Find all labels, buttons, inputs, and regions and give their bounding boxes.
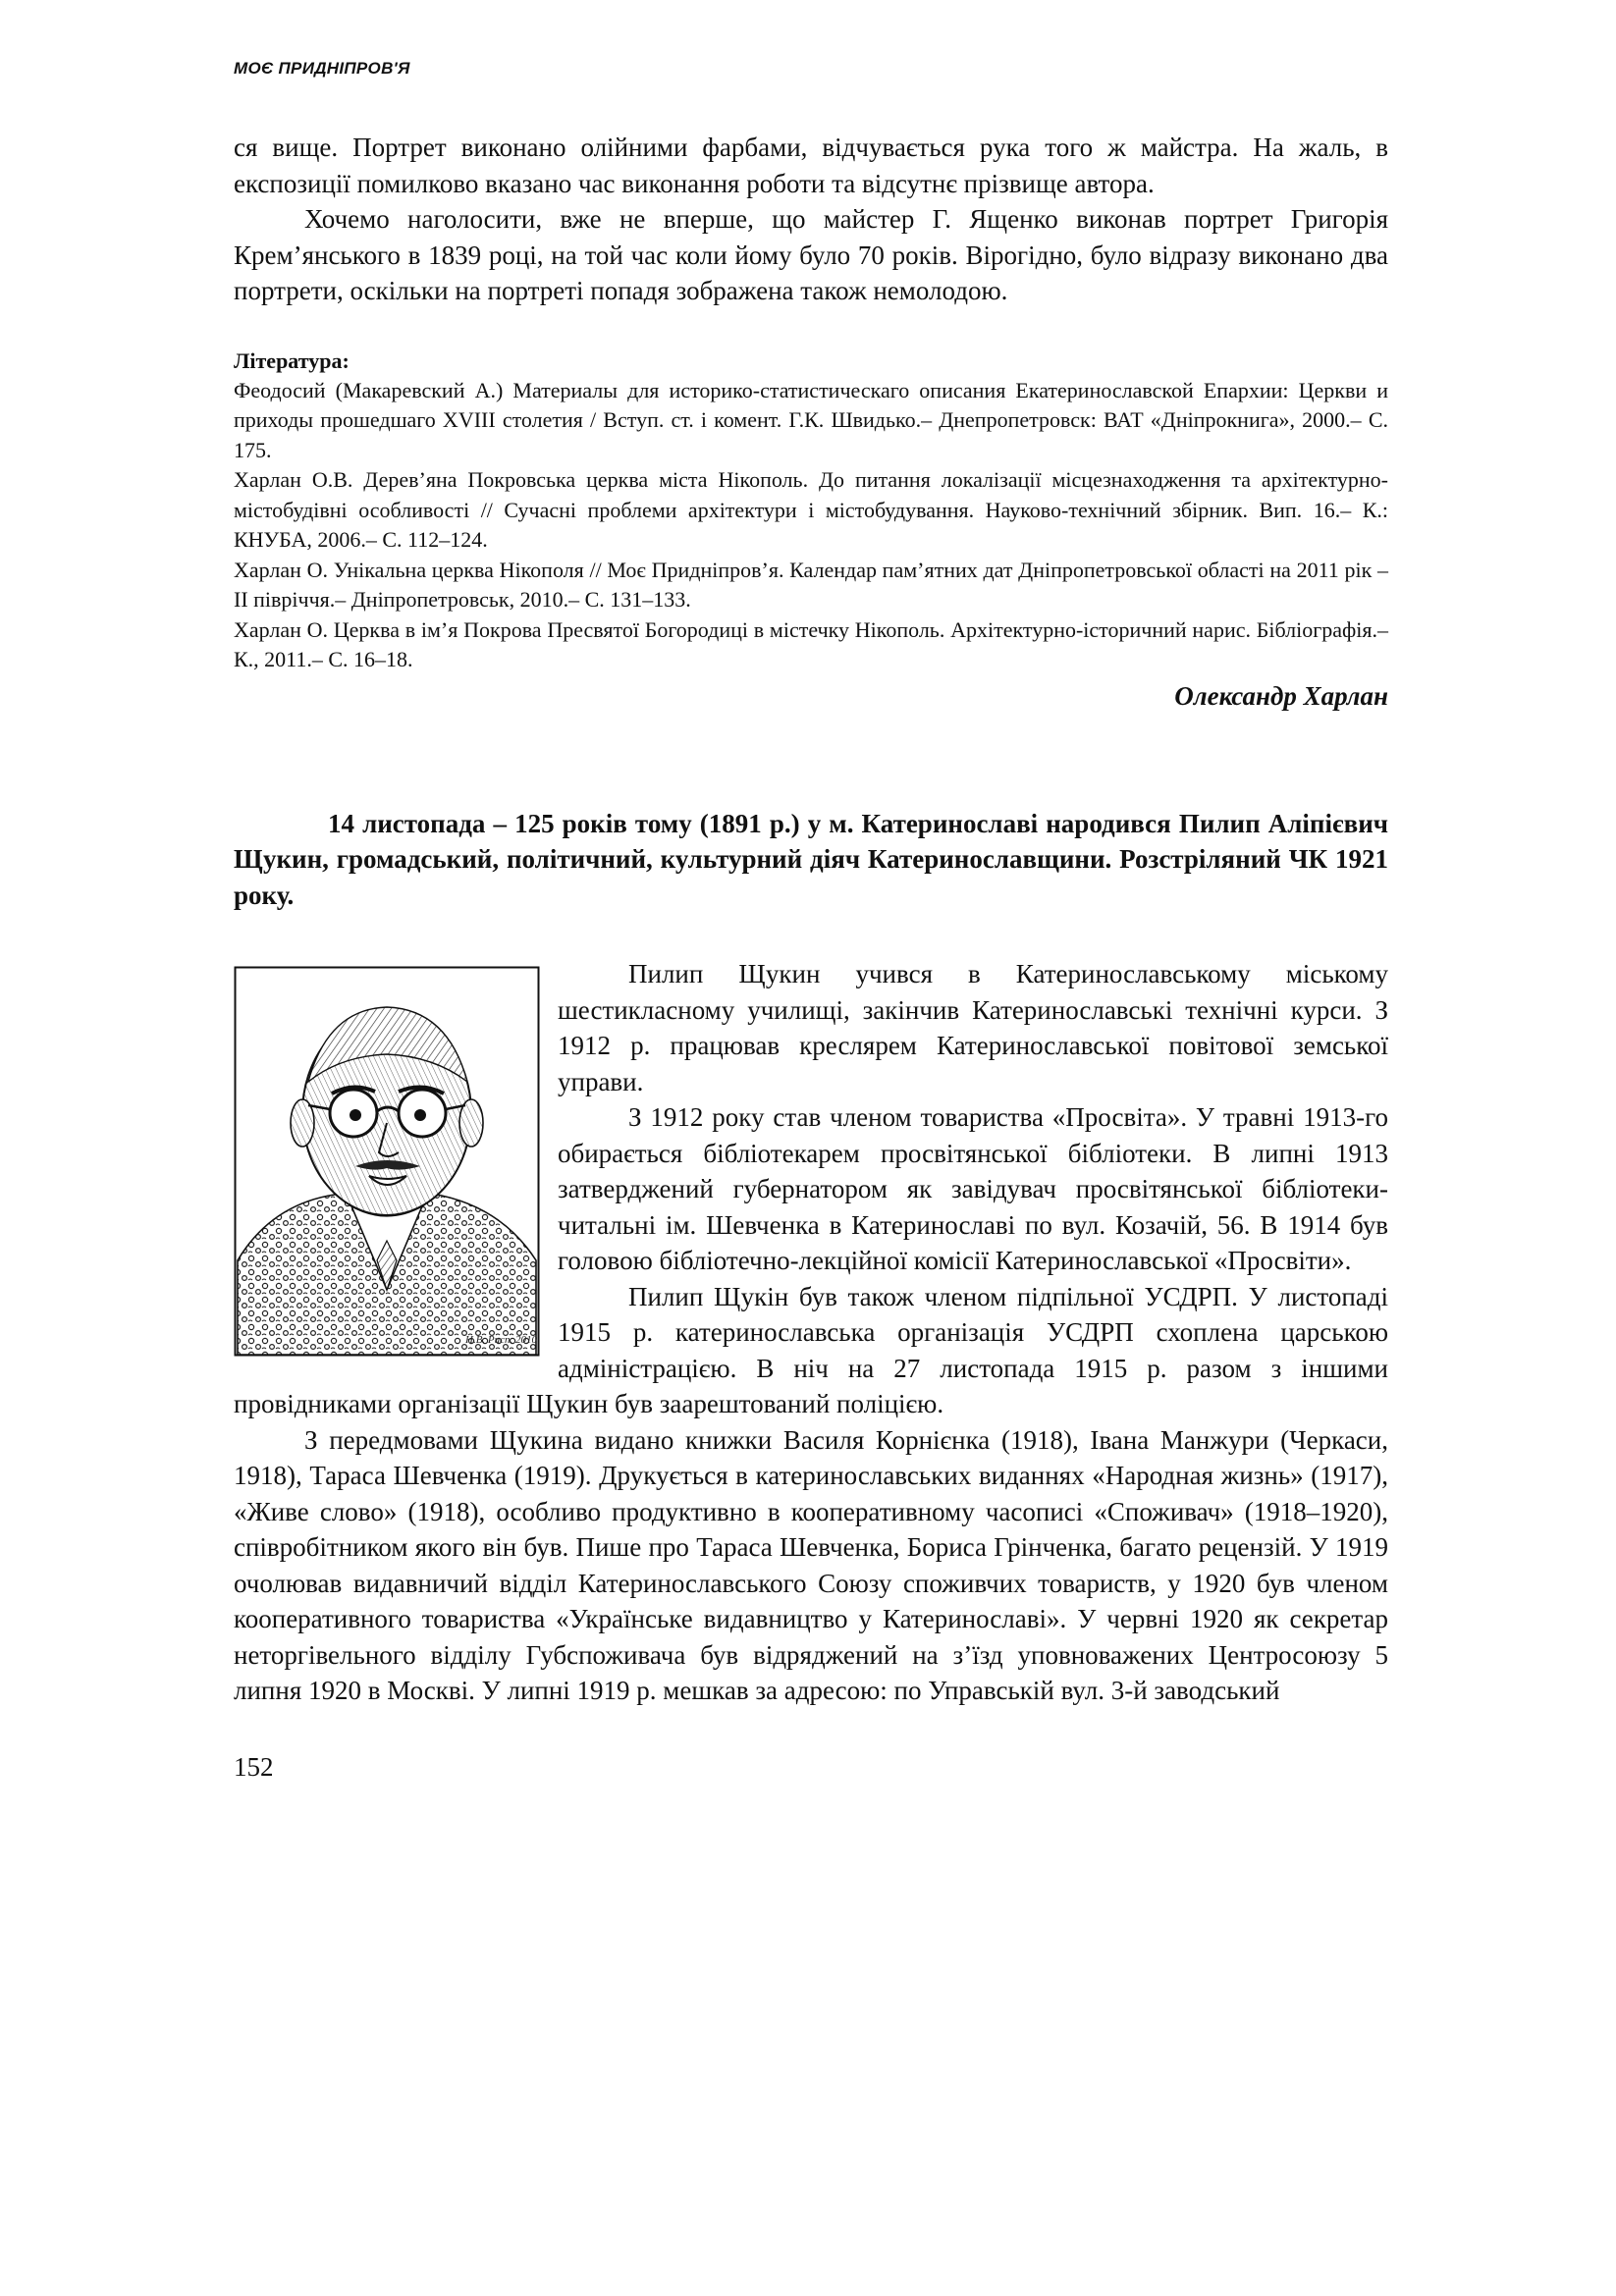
running-header: МОЄ ПРИДНІПРОВ'Я <box>234 59 410 78</box>
article-paragraph: З передмовами Щукина видано книжки Василя Корнієнка (1918), Івана Манжури (Черкаси, 1918), Тараса Шевченка (1919). Друкується в катеринославських виданнях «Народная жизнь» (1917), «Живе слово» (1918), особливо продуктивно в кооперативному часописі «Споживач» (1918–1920), співробітником якого він був. Пише про Тараса Шевченка, Бориса Грінченка, багато рецензій. У 1919 очолював видавничий відділ Катеринославського Союзу споживчих товариств, у 1920 був членом кооперативного товариства «Українське видавництво у Катеринославі». У червні 1920 як секретар неторгівельного відділу Губспоживача був відряджений на з’їзд уповноважених Центросоюзу 5 липня 1920 в Москві. У липні 1919 р. мешкав за адресою: по Управській вул. 3-й заводський <box>234 1424 1388 1705</box>
svg-text:H.B. Pucn. 2010: H.B. Pucn. 2010 <box>465 1334 538 1346</box>
article-paragraph: Пилип Щукін був також членом підпільної УСДРП. У листопаді 1915 р. катеринославська організація УСДРП схоплена царською адміністрацією. В ніч на 27 листопада 1915 р. разом з іншими провідниками організації Щукин був заарештований поліцією. <box>234 1281 1388 1418</box>
intro-paragraph: Хочемо наголосити, вже не вперше, що майстер Г. Ященко виконав портрет Григорія Крем’янського в 1839 році, на той час коли йому було 70 років. Вірогідно, було відразу виконано два портрети, оскільки на портреті попадя зображена також немолодою. <box>234 204 1388 305</box>
intro-paragraph: ся вище. Портрет виконано олійними фарбами, відчувається рука того ж майстра. На жаль, в експозиції помилково вказано час виконання роботи та відсутнє прізвище автора. <box>234 133 1388 198</box>
literature-item: Харлан О. Церква в ім’я Покрова Пресвятої Богородиці в містечку Нікополь. Архітектурно-історичний нарис. Бібліографія.– К., 2011.– С. 16–18. <box>234 616 1388 671</box>
article-heading: 14 листопада – 125 років тому (1891 р.) у м. Катеринославі народився Пилип Аліпієвич Щукин, громадський, політичний, культурний діяч Катеринославщини. Розстріляний ЧК 1921 року. <box>234 808 1388 910</box>
portrait-drawing-icon <box>234 966 540 1357</box>
article-paragraph: Пилип Щукин учився в Катеринославському міському шестикласному училищі, закінчив Катеринославські технічні курси. З 1912 р. працював креслярем Катеринославської повітової земської управи. <box>558 959 1388 1096</box>
document-page <box>234 59 1388 1783</box>
literature-item: Харлан О.В. Дерев’яна Покровська церква міста Нікополь. До питання локалізації місцезнаходження та архітектурно-містобудівні особливості // Сучасні проблеми архітектури і містобудування. Науково-технічний збірник. Вип. 16.– К.: КНУБА, 2006.– С. 112–124. <box>234 467 1388 552</box>
article-paragraph: З 1912 року став членом товариства «Просвіта». У травні 1913-го обирається бібліотекарем просвітянської бібліотеки. В липні 1913 затверджений губернатором як завідувач просвітянської бібліотеки-читальні ім. Шевченка в Катеринославі по вул. Козачій, 56. В 1914 був головою бібліотечно-лекційної комісії Катеринославської «Просвіти». <box>558 1102 1388 1275</box>
literature-heading: Література: <box>234 347 350 373</box>
literature-item: Феодосий (Макаревский А.) Материалы для историко-статистическаго описания Екатеринославской Епархии: Церкви и приходы прошедшаго XVIII столетия / Вступ. ст. і комент. Г.К. Швидько.– Днепропетровск: ВАТ «Дніпрокнига», 2000.– С. 175. <box>234 377 1388 462</box>
article-author: Олександр Харлан <box>1174 680 1388 711</box>
literature-item: Харлан О. Унікальна церква Нікополя // Моє Придніпров’я. Календар пам’ятних дат Дніпропетровської області на 2011 рік – ІІ півріччя.– Дніпропетровськ, 2010.– С. 131–133. <box>234 557 1388 612</box>
article-body <box>234 956 1388 1709</box>
page-number: 152 <box>234 1751 274 1782</box>
